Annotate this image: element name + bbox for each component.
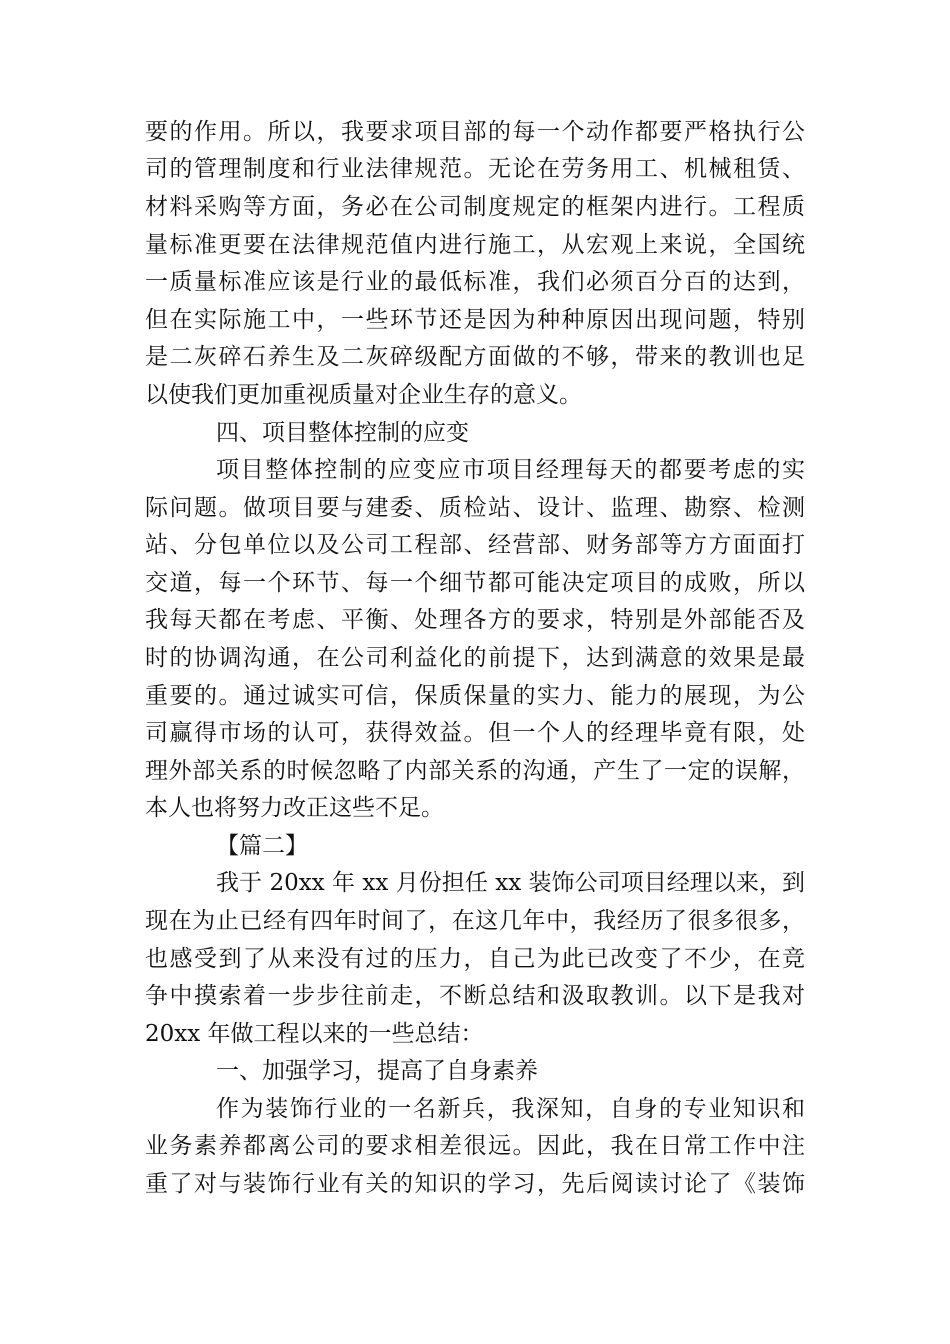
section-heading: 一、加强学习，提高了自身素养 bbox=[216, 1058, 538, 1084]
paragraph-line: 时的协调沟通，在公司利益化的前提下，达到满意的效果是最 bbox=[145, 645, 805, 671]
paragraph-line: 交道，每一个环节、每一个细节都可能决定项目的成败，所以 bbox=[145, 570, 805, 596]
paragraph-line: 争中摸索着一步步往前走，不断总结和汲取教训。以下是我对 bbox=[145, 983, 805, 1009]
paragraph-line: 但在实际施工中，一些环节还是因为种种原因出现问题，特别 bbox=[145, 307, 805, 333]
paragraph-line: 一质量标准应该是行业的最低标准，我们必须百分百的达到， bbox=[145, 269, 805, 295]
paragraph-line: 理外部关系的时候忽略了内部关系的沟通，产生了一定的误解， bbox=[145, 758, 805, 784]
section-heading: 四、项目整体控制的应变 bbox=[216, 420, 469, 446]
paragraph-line: 际问题。做项目要与建委、质检站、设计、监理、勘察、检测 bbox=[145, 495, 805, 521]
paragraph-line: 站、分包单位以及公司工程部、经营部、财务部等方方面面打 bbox=[145, 532, 805, 558]
paragraph-line: 要的作用。所以，我要求项目部的每一个动作都要严格执行公 bbox=[145, 119, 805, 145]
paragraph-line: 业务素养都离公司的要求相差很远。因此，我在日常工作中注 bbox=[145, 1133, 805, 1159]
paragraph-line: 重要的。通过诚实可信，保质保量的实力、能力的展现，为公 bbox=[145, 683, 805, 709]
paragraph-line: 材料采购等方面，务必在公司制度规定的框架内进行。工程质 bbox=[145, 194, 805, 220]
paragraph-line: 也感受到了从来没有过的压力，自己为此已改变了不少，在竞 bbox=[145, 946, 805, 972]
paragraph-line: 作为装饰行业的一名新兵，我深知，自身的专业知识和 bbox=[216, 1096, 805, 1122]
paragraph-line: 以使我们更加重视质量对企业生存的意义。 bbox=[145, 382, 582, 408]
paragraph-line: 项目整体控制的应变应市项目经理每天的都要考虑的实 bbox=[216, 457, 805, 483]
paragraph-line: 重了对与装饰行业有关的知识的学习，先后阅读讨论了《装饰 bbox=[145, 1171, 805, 1197]
paragraph-line: 20xx 年做工程以来的一些总结： bbox=[145, 1021, 484, 1047]
paragraph-line: 我每天都在考虑、平衡、处理各方的要求，特别是外部能否及 bbox=[145, 607, 805, 633]
paragraph-line: 我于 20xx 年 xx 月份担任 xx 装饰公司项目经理以来，到 bbox=[216, 870, 805, 896]
paragraph-line: 司的管理制度和行业法律规范。无论在劳务用工、机械租赁、 bbox=[145, 156, 805, 182]
paragraph-line: 现在为止已经有四年时间了，在这几年中，我经历了很多很多， bbox=[145, 908, 805, 934]
paragraph-line: 司赢得市场的认可，获得效益。但一个人的经理毕竟有限，处 bbox=[145, 720, 805, 746]
paragraph-line: 是二灰碎石养生及二灰碎级配方面做的不够，带来的教训也足 bbox=[145, 344, 805, 370]
paragraph-line: 本人也将努力改正这些不足。 bbox=[145, 795, 444, 821]
part-heading: 【篇二】 bbox=[216, 833, 308, 859]
paragraph-line: 量标准更要在法律规范值内进行施工，从宏观上来说，全国统 bbox=[145, 232, 805, 258]
